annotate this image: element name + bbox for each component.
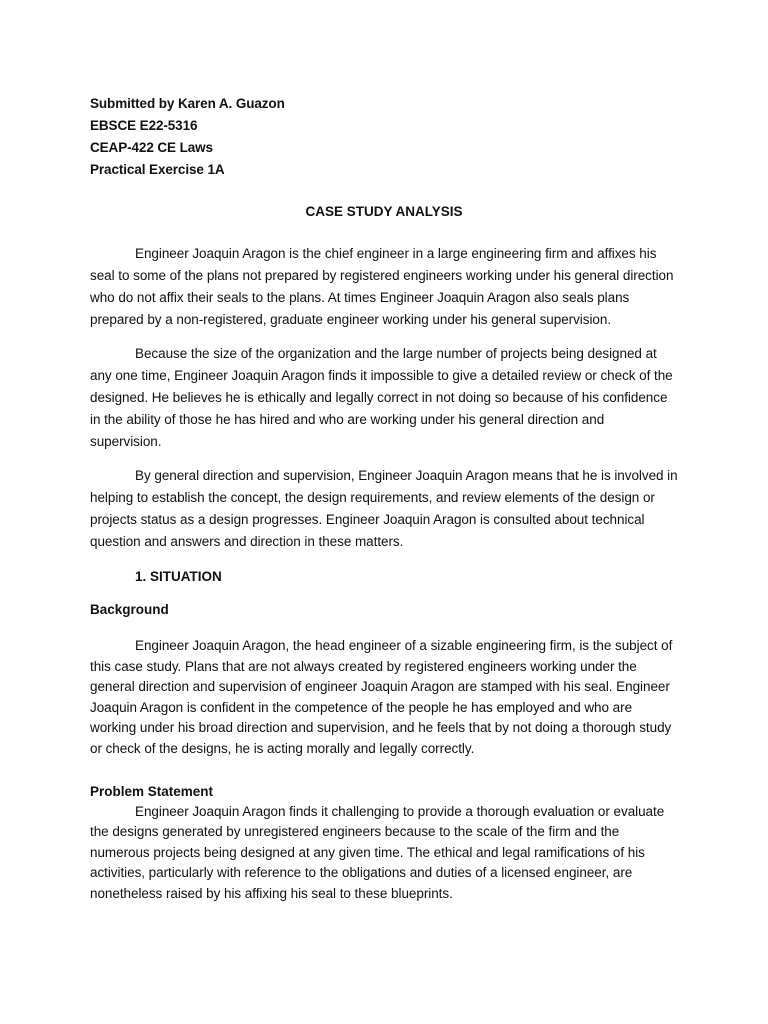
exercise-name: Practical Exercise 1A: [90, 162, 225, 177]
intro-paragraph-2: Because the size of the organization and the large number of projects being designed at any one time, Engineer Joaquin Aragon finds it impossible to give a detailed review or check of the designed. He believes he is ethically and legally correct in not doing so because of his confidence in the ability of those he has hired and who are working under his general direction and supervision.: [90, 346, 673, 449]
submission-header: [90, 93, 678, 181]
document-page: [90, 93, 678, 905]
intro-paragraph-3: By general direction and supervision, Engineer Joaquin Aragon means that he is involved in helping to establish the concept, the design requirements, and review elements of the design or projects status as a design progresses. Engineer Joaquin Aragon is consulted about technical question and answers and direction in these matters.: [90, 468, 678, 549]
course-name: CEAP-422 CE Laws: [90, 140, 213, 155]
submitted-by: Submitted by Karen A. Guazon: [90, 96, 285, 111]
background-heading: Background: [90, 602, 169, 617]
intro-paragraph-1: Engineer Joaquin Aragon is the chief engineer in a large engineering firm and affixes his seal to some of the plans not prepared by registered engineers working under his general direction who do not affix their seals to the plans. At times Engineer Joaquin Aragon also seals plans prepared by a non-registered, graduate engineer working under his general supervision.: [90, 246, 674, 327]
problem-statement-paragraph: Engineer Joaquin Aragon finds it challenging to provide a thorough evaluation or evaluate the designs generated by unregistered engineers because to the scale of the firm and the numerous projects being designed at any given time. The ethical and legal ramifications of his activities, particularly with reference to the obligations and duties of a licensed engineer, are nonetheless raised by his affixing his seal to these blueprints.: [90, 803, 665, 901]
situation-heading: 1. SITUATION: [135, 569, 222, 584]
document-title: CASE STUDY ANALYSIS: [305, 204, 463, 219]
student-id: EBSCE E22-5316: [90, 118, 198, 133]
background-paragraph: Engineer Joaquin Aragon, the head engineer of a sizable engineering firm, is the subject of this case study. Plans that are not always created by registered engineers working under the general direction and supervision of engineer Joaquin Aragon are stamped with his seal. Engineer Joaquin Aragon is confident in the competence of the people he has employed and who are working under his broad direction and supervision, and he feels that by not doing a thorough study or check of the designs, he is acting morally and legally correctly.: [90, 638, 673, 756]
problem-statement-heading: Problem Statement: [90, 783, 214, 799]
